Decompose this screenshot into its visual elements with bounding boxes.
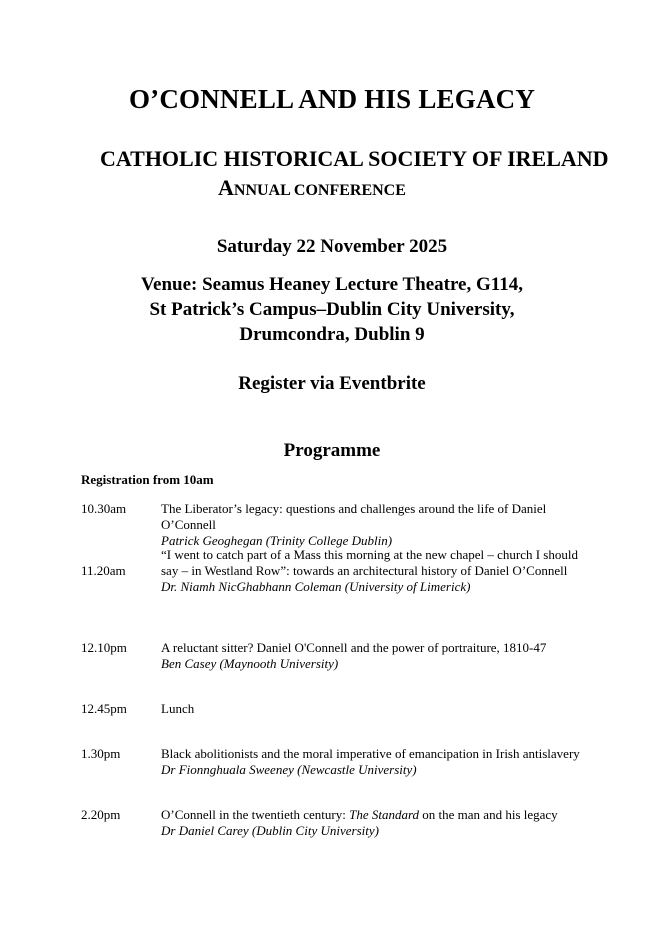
venue-line-1: Venue: Seamus Heaney Lecture Theatre, G114, — [141, 274, 523, 295]
session-title: “I went to catch part of a Mass this morning at the new chapel – church I should say – in Westland Row”: towards an architectural history of Daniel O’Connell — [161, 547, 578, 578]
session-time: 12.10pm — [81, 640, 127, 655]
session-title-pre: O’Connell in the twentieth century: — [161, 807, 350, 822]
conference-rest: NNUAL CONFERENCE — [233, 182, 406, 199]
session-title: A reluctant sitter? Daniel O'Connell and the power of portraiture, 1810-47 — [161, 640, 547, 655]
event-date: Saturday 22 November 2025 — [216, 236, 448, 257]
session-item — [161, 547, 581, 595]
session-speaker: Dr Daniel Carey (Dublin City University) — [161, 823, 379, 838]
session-title — [161, 807, 581, 823]
session-title: The Liberator’s legacy: questions and challenges around the life of Daniel O’Connell — [161, 501, 547, 532]
register-link[interactable]: Register via Eventbrite — [238, 373, 426, 394]
conference-initial: A — [218, 175, 234, 200]
session-speaker: Dr. Niamh NicGhabhann Coleman (University of Limerick) — [161, 579, 471, 594]
society-name: CATHOLIC HISTORICAL SOCIETY OF IRELAND — [100, 146, 609, 171]
session-time: 2.20pm — [81, 807, 121, 822]
session-time: 12.45pm — [81, 701, 127, 716]
session-item — [161, 746, 581, 778]
venue-line-3: Drumcondra, Dublin 9 — [239, 324, 425, 345]
session-item — [161, 640, 581, 672]
session-speaker: Ben Casey (Maynooth University) — [161, 656, 339, 671]
session-speaker: Patrick Geoghegan (Trinity College Dublin) — [161, 533, 393, 548]
registration-time: Registration from 10am — [81, 472, 214, 487]
programme-heading: Programme — [283, 440, 381, 461]
session-time: 10.30am — [81, 501, 127, 516]
session-speaker: Dr Fionnghuala Sweeney (Newcastle University) — [161, 762, 417, 777]
session-time: 11.20am — [81, 563, 126, 578]
session-time: 1.30pm — [81, 746, 121, 761]
session-title: Black abolitionists and the moral imperative of emancipation in Irish antislavery — [161, 746, 580, 761]
session-item — [161, 807, 581, 839]
session-item — [161, 701, 581, 717]
session-title-post: on the man and his legacy — [419, 807, 558, 822]
venue-block — [0, 272, 664, 347]
session-title: Lunch — [161, 701, 195, 716]
page-title: O’CONNELL AND HIS LEGACY — [128, 84, 536, 114]
session-title-publication: The Standard — [349, 807, 420, 822]
conference-label — [218, 175, 406, 201]
venue-line-2: St Patrick’s Campus–Dublin City University, — [149, 299, 515, 320]
session-item — [161, 501, 581, 549]
